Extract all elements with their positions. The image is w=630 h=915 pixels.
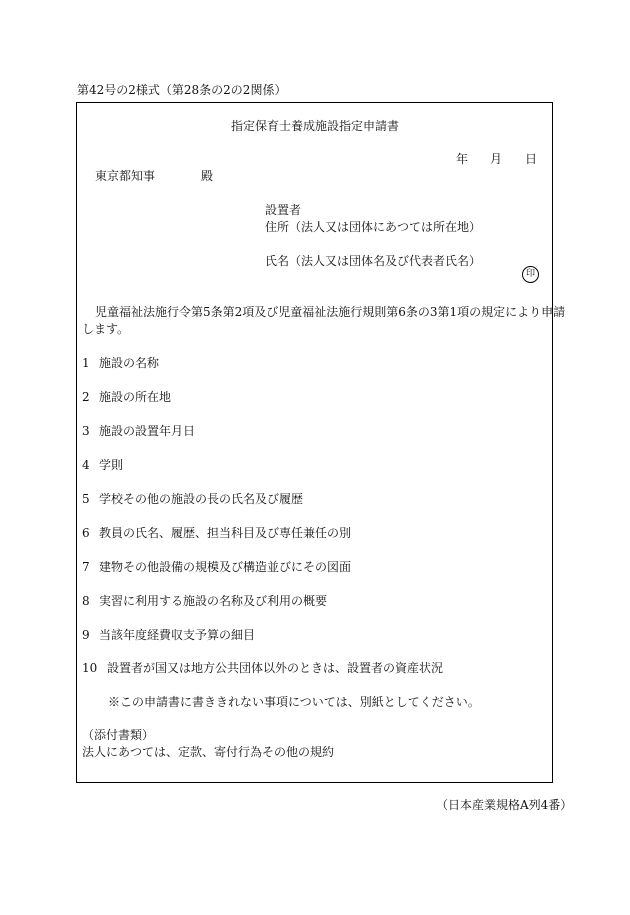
- attachments-text: 法人にあつては、定款、寄付行為その他の規約: [82, 745, 335, 759]
- item-text: 施設の名称: [99, 356, 160, 370]
- paper-size-note: （日本産業規格A列4番）: [436, 798, 573, 812]
- item-number: 9: [82, 628, 90, 642]
- item-number: 4: [82, 458, 90, 472]
- item-text: 学則: [99, 458, 124, 472]
- item-text: 施設の設置年月日: [99, 424, 196, 438]
- item-text: 施設の所在地: [99, 390, 172, 404]
- item-number: 6: [82, 526, 90, 540]
- item-number: 10: [82, 661, 98, 675]
- body-text-line2: します。: [82, 322, 130, 336]
- applicant-label: 設置者: [265, 203, 302, 217]
- item-number: 1: [82, 356, 90, 370]
- date-month-label: 月: [490, 152, 503, 166]
- item-number: 3: [82, 424, 90, 438]
- item-text: 実習に利用する施設の名称及び利用の概要: [99, 594, 328, 608]
- item-text: 教員の氏名、履歴、担当科目及び専任兼任の別: [99, 526, 352, 540]
- date-year-label: 年: [456, 152, 469, 166]
- item-number: 7: [82, 560, 90, 574]
- item-number: 5: [82, 492, 90, 506]
- item-text: 学校その他の施設の長の氏名及び履歴: [99, 492, 304, 506]
- form-frame: [76, 102, 553, 783]
- item-text: 建物その他設備の規模及び構造並びにその図面: [99, 560, 352, 574]
- supplementary-note: ※この申請書に書ききれない事項については、別紙としてください。: [108, 695, 480, 709]
- date-day-label: 日: [525, 152, 538, 166]
- item-text: 設置者が国又は地方公共団体以外のときは、設置者の資産状況: [107, 661, 444, 675]
- attachments-heading: （添付書類）: [82, 728, 155, 742]
- seal-mark: 印: [522, 266, 539, 283]
- addressee-honorific: 殿: [201, 169, 214, 183]
- form-title: 指定保育士養成施設指定申請書: [231, 119, 400, 133]
- addressee-name: 東京都知事: [95, 169, 156, 183]
- item-number: 2: [82, 390, 90, 404]
- applicant-name-label: 氏名（法人又は団体名及び代表者氏名）: [265, 254, 482, 268]
- applicant-address-label: 住所（法人又は団体にあつては所在地）: [265, 220, 482, 234]
- body-text-line1: 児童福祉法施行令第5条第2項及び児童福祉法施行規則第6条の3第1項の規定により申請: [95, 305, 566, 319]
- item-number: 8: [82, 594, 90, 608]
- form-number: 第42号の2様式（第28条の2の2関係）: [77, 83, 287, 97]
- item-text: 当該年度経費収支予算の細目: [99, 628, 256, 642]
